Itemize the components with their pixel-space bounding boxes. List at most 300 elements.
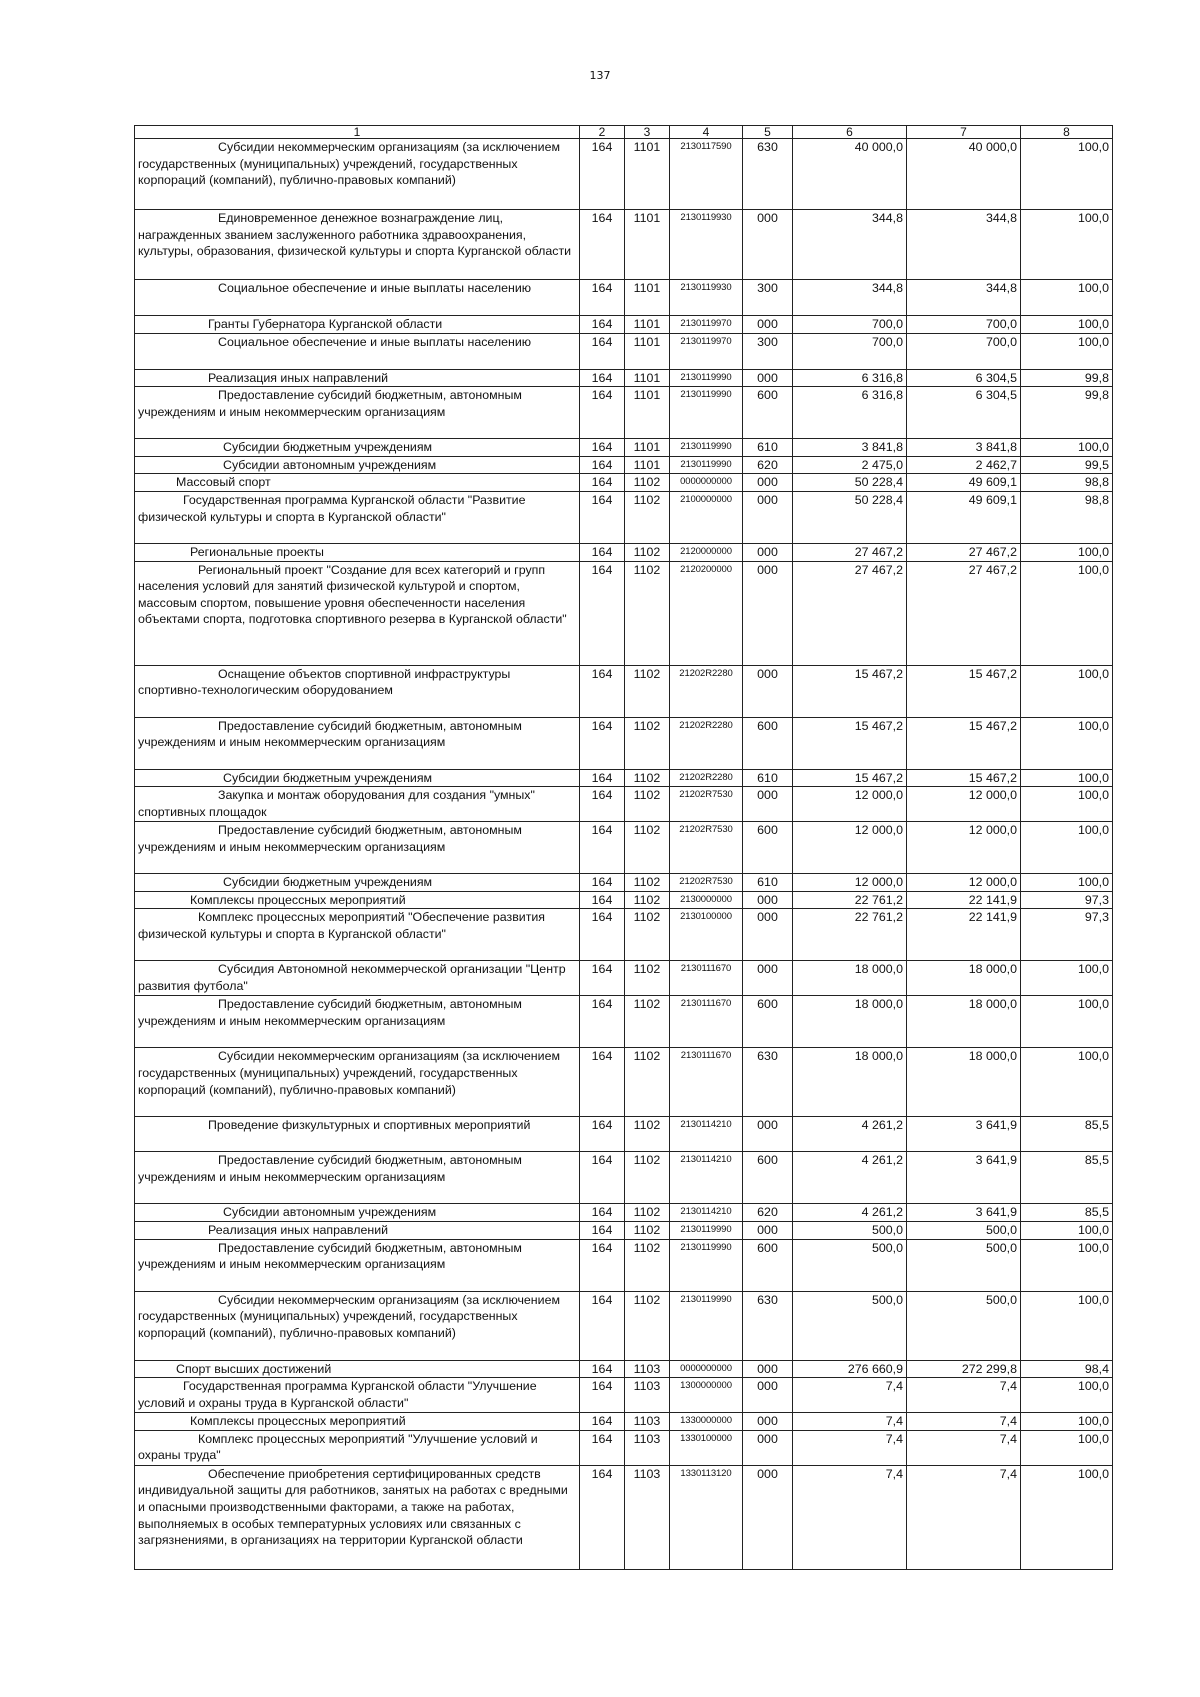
cell-target-article: 21202R2280 xyxy=(670,665,743,717)
cell-plan: 700,0 xyxy=(793,316,907,334)
cell-target-article: 21202R2280 xyxy=(670,769,743,787)
cell-target-article: 2130119990 xyxy=(670,1221,743,1239)
cell-expense-type: 000 xyxy=(743,909,793,961)
cell-target-article: 2130119990 xyxy=(670,456,743,474)
cell-name: Предоставление субсидий бюджетным, автономным учреждениям и иным некоммерческим организациям xyxy=(135,1239,580,1291)
cell-grbs: 164 xyxy=(580,369,625,387)
cell-target-article: 0000000000 xyxy=(670,1360,743,1378)
cell-name: Субсидии автономным учреждениям xyxy=(135,1204,580,1222)
cell-actual: 2 462,7 xyxy=(907,456,1021,474)
cell-percent: 100,0 xyxy=(1021,822,1113,874)
cell-section: 1102 xyxy=(625,474,670,492)
cell-name: Государственная программа Курганской области "Улучшение условий и охраны труда в Курганской области" xyxy=(135,1378,580,1413)
cell-name: Предоставление субсидий бюджетным, автономным учреждениям и иным некоммерческим организациям xyxy=(135,822,580,874)
table-row xyxy=(135,1048,1113,1117)
cell-grbs: 164 xyxy=(580,996,625,1048)
cell-plan: 4 261,2 xyxy=(793,1117,907,1152)
table-row xyxy=(135,316,1113,334)
cell-grbs: 164 xyxy=(580,561,625,665)
cell-percent: 99,5 xyxy=(1021,456,1113,474)
cell-percent: 100,0 xyxy=(1021,316,1113,334)
cell-target-article: 2130119970 xyxy=(670,333,743,369)
cell-name: Субсидии автономным учреждениям xyxy=(135,456,580,474)
cell-target-article: 2130100000 xyxy=(670,909,743,961)
cell-expense-type: 000 xyxy=(743,665,793,717)
cell-expense-type: 000 xyxy=(743,891,793,909)
cell-section: 1102 xyxy=(625,909,670,961)
table-row xyxy=(135,996,1113,1048)
cell-section: 1101 xyxy=(625,439,670,457)
cell-grbs: 164 xyxy=(580,717,625,769)
cell-actual: 6 304,5 xyxy=(907,369,1021,387)
cell-target-article: 2120000000 xyxy=(670,543,743,561)
cell-name: Комплекс процессных мероприятий "Обеспечение развития физической культуры и спорта в Курганской области" xyxy=(135,909,580,961)
cell-grbs: 164 xyxy=(580,1117,625,1152)
cell-actual: 49 609,1 xyxy=(907,491,1021,543)
cell-plan: 7,4 xyxy=(793,1413,907,1431)
cell-target-article: 1330113120 xyxy=(670,1465,743,1569)
cell-grbs: 164 xyxy=(580,491,625,543)
cell-percent: 97,3 xyxy=(1021,891,1113,909)
table-row xyxy=(135,909,1113,961)
cell-plan: 12 000,0 xyxy=(793,822,907,874)
cell-plan: 276 660,9 xyxy=(793,1360,907,1378)
cell-actual: 7,4 xyxy=(907,1413,1021,1431)
cell-target-article: 2130117590 xyxy=(670,139,743,210)
cell-name: Комплекс процессных мероприятий "Улучшение условий и охраны труда" xyxy=(135,1430,580,1465)
header-cell: 6 xyxy=(793,126,907,139)
cell-actual: 49 609,1 xyxy=(907,474,1021,492)
cell-expense-type: 000 xyxy=(743,1360,793,1378)
cell-section: 1103 xyxy=(625,1378,670,1413)
cell-percent: 100,0 xyxy=(1021,1378,1113,1413)
cell-expense-type: 610 xyxy=(743,769,793,787)
cell-expense-type: 610 xyxy=(743,874,793,892)
cell-expense-type: 600 xyxy=(743,1152,793,1204)
cell-percent: 100,0 xyxy=(1021,280,1113,316)
cell-expense-type: 600 xyxy=(743,717,793,769)
cell-percent: 100,0 xyxy=(1021,787,1113,822)
cell-name: Реализация иных направлений xyxy=(135,369,580,387)
table-row xyxy=(135,665,1113,717)
cell-expense-type: 000 xyxy=(743,1221,793,1239)
cell-name: Субсидия Автономной некоммерческой организации "Центр развития футбола" xyxy=(135,961,580,996)
cell-name: Оснащение объектов спортивной инфраструктуры спортивно-технологическим оборудованием xyxy=(135,665,580,717)
cell-percent: 100,0 xyxy=(1021,1221,1113,1239)
cell-percent: 100,0 xyxy=(1021,139,1113,210)
cell-actual: 12 000,0 xyxy=(907,787,1021,822)
cell-target-article: 2130114210 xyxy=(670,1117,743,1152)
cell-actual: 22 141,9 xyxy=(907,891,1021,909)
cell-expense-type: 300 xyxy=(743,280,793,316)
cell-name: Региональные проекты xyxy=(135,543,580,561)
cell-grbs: 164 xyxy=(580,1413,625,1431)
cell-plan: 7,4 xyxy=(793,1465,907,1569)
cell-percent: 100,0 xyxy=(1021,961,1113,996)
cell-target-article: 2130114210 xyxy=(670,1204,743,1222)
cell-actual: 12 000,0 xyxy=(907,822,1021,874)
cell-actual: 12 000,0 xyxy=(907,874,1021,892)
cell-grbs: 164 xyxy=(580,456,625,474)
cell-percent: 85,5 xyxy=(1021,1152,1113,1204)
cell-actual: 344,8 xyxy=(907,210,1021,280)
cell-grbs: 164 xyxy=(580,1291,625,1360)
cell-plan: 12 000,0 xyxy=(793,787,907,822)
cell-section: 1102 xyxy=(625,1152,670,1204)
cell-grbs: 164 xyxy=(580,1204,625,1222)
cell-expense-type: 000 xyxy=(743,369,793,387)
table-row xyxy=(135,1239,1113,1291)
cell-expense-type: 630 xyxy=(743,1048,793,1117)
cell-percent: 100,0 xyxy=(1021,1465,1113,1569)
cell-name: Спорт высших достижений xyxy=(135,1360,580,1378)
cell-actual: 7,4 xyxy=(907,1378,1021,1413)
cell-section: 1102 xyxy=(625,1117,670,1152)
cell-grbs: 164 xyxy=(580,961,625,996)
cell-target-article: 2100000000 xyxy=(670,491,743,543)
cell-percent: 85,5 xyxy=(1021,1117,1113,1152)
cell-plan: 27 467,2 xyxy=(793,561,907,665)
cell-expense-type: 600 xyxy=(743,822,793,874)
cell-grbs: 164 xyxy=(580,1221,625,1239)
cell-name: Массовый спорт xyxy=(135,474,580,492)
cell-percent: 100,0 xyxy=(1021,1291,1113,1360)
cell-target-article: 2130119930 xyxy=(670,210,743,280)
cell-plan: 500,0 xyxy=(793,1291,907,1360)
cell-plan: 4 261,2 xyxy=(793,1204,907,1222)
cell-target-article: 2130111670 xyxy=(670,961,743,996)
cell-section: 1102 xyxy=(625,561,670,665)
table-row xyxy=(135,139,1113,210)
cell-percent: 100,0 xyxy=(1021,1048,1113,1117)
cell-grbs: 164 xyxy=(580,316,625,334)
cell-name: Обеспечение приобретения сертифицированных средств индивидуальной защиты для работников, занятых на работах с вредными и опасными производственными факторами, а также на работах, выполняемых в особых температурных условиях или связанных с загрязнениями, в организациях на территории Курганской области xyxy=(135,1465,580,1569)
cell-plan: 50 228,4 xyxy=(793,474,907,492)
table-row xyxy=(135,769,1113,787)
cell-expense-type: 000 xyxy=(743,1378,793,1413)
cell-grbs: 164 xyxy=(580,139,625,210)
cell-grbs: 164 xyxy=(580,874,625,892)
cell-grbs: 164 xyxy=(580,1152,625,1204)
table-row xyxy=(135,1117,1113,1152)
cell-actual: 500,0 xyxy=(907,1239,1021,1291)
cell-expense-type: 000 xyxy=(743,1430,793,1465)
cell-target-article: 2130119970 xyxy=(670,316,743,334)
cell-section: 1102 xyxy=(625,961,670,996)
cell-actual: 15 467,2 xyxy=(907,717,1021,769)
cell-actual: 18 000,0 xyxy=(907,961,1021,996)
cell-expense-type: 000 xyxy=(743,961,793,996)
cell-target-article: 2130111670 xyxy=(670,1048,743,1117)
cell-target-article: 2130111670 xyxy=(670,996,743,1048)
cell-section: 1102 xyxy=(625,543,670,561)
table-row xyxy=(135,717,1113,769)
cell-expense-type: 000 xyxy=(743,210,793,280)
cell-name: Предоставление субсидий бюджетным, автономным учреждениям и иным некоммерческим организациям xyxy=(135,996,580,1048)
cell-section: 1102 xyxy=(625,1291,670,1360)
cell-grbs: 164 xyxy=(580,474,625,492)
cell-name: Субсидии некоммерческим организациям (за исключением государственных (муниципальных) учреждений, государственных корпораций (компаний), публично-правовых компаний) xyxy=(135,139,580,210)
cell-name: Предоставление субсидий бюджетным, автономным учреждениям и иным некоммерческим организациям xyxy=(135,1152,580,1204)
cell-name: Реализация иных направлений xyxy=(135,1221,580,1239)
cell-expense-type: 000 xyxy=(743,1465,793,1569)
table-row xyxy=(135,474,1113,492)
table-row xyxy=(135,369,1113,387)
table-row xyxy=(135,891,1113,909)
cell-target-article: 2130119990 xyxy=(670,1239,743,1291)
cell-grbs: 164 xyxy=(580,665,625,717)
cell-expense-type: 000 xyxy=(743,543,793,561)
table-row xyxy=(135,874,1113,892)
cell-plan: 344,8 xyxy=(793,210,907,280)
cell-grbs: 164 xyxy=(580,769,625,787)
cell-plan: 50 228,4 xyxy=(793,491,907,543)
cell-expense-type: 000 xyxy=(743,1117,793,1152)
cell-plan: 18 000,0 xyxy=(793,961,907,996)
cell-percent: 100,0 xyxy=(1021,439,1113,457)
cell-actual: 18 000,0 xyxy=(907,996,1021,1048)
cell-section: 1101 xyxy=(625,316,670,334)
cell-expense-type: 630 xyxy=(743,1291,793,1360)
cell-plan: 15 467,2 xyxy=(793,717,907,769)
cell-section: 1102 xyxy=(625,787,670,822)
table-row xyxy=(135,1221,1113,1239)
cell-actual: 500,0 xyxy=(907,1291,1021,1360)
cell-plan: 3 841,8 xyxy=(793,439,907,457)
table-row xyxy=(135,787,1113,822)
cell-expense-type: 000 xyxy=(743,491,793,543)
table-row xyxy=(135,439,1113,457)
cell-plan: 27 467,2 xyxy=(793,543,907,561)
cell-actual: 22 141,9 xyxy=(907,909,1021,961)
cell-expense-type: 620 xyxy=(743,456,793,474)
cell-target-article: 2130119990 xyxy=(670,369,743,387)
cell-section: 1102 xyxy=(625,769,670,787)
cell-percent: 100,0 xyxy=(1021,210,1113,280)
page-number: 137 xyxy=(589,69,611,82)
cell-name: Субсидии некоммерческим организациям (за исключением государственных (муниципальных) учреждений, государственных корпораций (компаний), публично-правовых компаний) xyxy=(135,1048,580,1117)
cell-plan: 7,4 xyxy=(793,1378,907,1413)
cell-name: Гранты Губернатора Курганской области xyxy=(135,316,580,334)
cell-actual: 272 299,8 xyxy=(907,1360,1021,1378)
cell-name: Социальное обеспечение и иные выплаты населению xyxy=(135,333,580,369)
cell-actual: 15 467,2 xyxy=(907,665,1021,717)
cell-percent: 98,8 xyxy=(1021,491,1113,543)
cell-percent: 85,5 xyxy=(1021,1204,1113,1222)
cell-grbs: 164 xyxy=(580,543,625,561)
cell-section: 1101 xyxy=(625,369,670,387)
cell-actual: 7,4 xyxy=(907,1430,1021,1465)
cell-expense-type: 600 xyxy=(743,996,793,1048)
cell-actual: 7,4 xyxy=(907,1465,1021,1569)
cell-expense-type: 000 xyxy=(743,474,793,492)
cell-target-article: 21202R2280 xyxy=(670,717,743,769)
cell-plan: 2 475,0 xyxy=(793,456,907,474)
cell-grbs: 164 xyxy=(580,210,625,280)
cell-target-article: 0000000000 xyxy=(670,474,743,492)
cell-grbs: 164 xyxy=(580,439,625,457)
cell-target-article: 1300000000 xyxy=(670,1378,743,1413)
header-cell: 3 xyxy=(625,126,670,139)
cell-section: 1102 xyxy=(625,1048,670,1117)
cell-section: 1102 xyxy=(625,717,670,769)
cell-section: 1102 xyxy=(625,1204,670,1222)
table-row xyxy=(135,1378,1113,1413)
cell-actual: 3 641,9 xyxy=(907,1117,1021,1152)
cell-plan: 12 000,0 xyxy=(793,874,907,892)
cell-target-article: 2130119990 xyxy=(670,387,743,439)
cell-plan: 18 000,0 xyxy=(793,1048,907,1117)
cell-percent: 100,0 xyxy=(1021,1239,1113,1291)
cell-plan: 700,0 xyxy=(793,333,907,369)
cell-target-article: 1330100000 xyxy=(670,1430,743,1465)
cell-actual: 344,8 xyxy=(907,280,1021,316)
cell-plan: 344,8 xyxy=(793,280,907,316)
cell-actual: 3 641,9 xyxy=(907,1152,1021,1204)
cell-plan: 500,0 xyxy=(793,1221,907,1239)
table-row xyxy=(135,1291,1113,1360)
cell-expense-type: 300 xyxy=(743,333,793,369)
cell-name: Субсидии бюджетным учреждениям xyxy=(135,874,580,892)
cell-actual: 3 841,8 xyxy=(907,439,1021,457)
cell-name: Предоставление субсидий бюджетным, автономным учреждениям и иным некоммерческим организациям xyxy=(135,387,580,439)
table-row xyxy=(135,280,1113,316)
cell-plan: 500,0 xyxy=(793,1239,907,1291)
table-row xyxy=(135,961,1113,996)
cell-grbs: 164 xyxy=(580,787,625,822)
cell-section: 1102 xyxy=(625,996,670,1048)
cell-percent: 98,8 xyxy=(1021,474,1113,492)
cell-actual: 15 467,2 xyxy=(907,769,1021,787)
header-cell: 8 xyxy=(1021,126,1113,139)
table-row xyxy=(135,1465,1113,1569)
cell-percent: 99,8 xyxy=(1021,387,1113,439)
cell-actual: 700,0 xyxy=(907,316,1021,334)
cell-section: 1101 xyxy=(625,210,670,280)
cell-name: Субсидии бюджетным учреждениям xyxy=(135,439,580,457)
cell-plan: 6 316,8 xyxy=(793,369,907,387)
table-row xyxy=(135,491,1113,543)
cell-grbs: 164 xyxy=(580,333,625,369)
cell-actual: 6 304,5 xyxy=(907,387,1021,439)
cell-actual: 27 467,2 xyxy=(907,543,1021,561)
cell-percent: 100,0 xyxy=(1021,561,1113,665)
cell-section: 1103 xyxy=(625,1465,670,1569)
cell-actual: 27 467,2 xyxy=(907,561,1021,665)
cell-grbs: 164 xyxy=(580,1430,625,1465)
cell-actual: 18 000,0 xyxy=(907,1048,1021,1117)
cell-name: Социальное обеспечение и иные выплаты населению xyxy=(135,280,580,316)
cell-name: Субсидии бюджетным учреждениям xyxy=(135,769,580,787)
table-row xyxy=(135,1430,1113,1465)
cell-grbs: 164 xyxy=(580,280,625,316)
cell-percent: 99,8 xyxy=(1021,369,1113,387)
cell-plan: 6 316,8 xyxy=(793,387,907,439)
cell-expense-type: 620 xyxy=(743,1204,793,1222)
cell-name: Проведение физкультурных и спортивных мероприятий xyxy=(135,1117,580,1152)
cell-percent: 100,0 xyxy=(1021,1430,1113,1465)
cell-plan: 15 467,2 xyxy=(793,665,907,717)
cell-actual: 500,0 xyxy=(907,1221,1021,1239)
cell-name: Предоставление субсидий бюджетным, автономным учреждениям и иным некоммерческим организациям xyxy=(135,717,580,769)
cell-target-article: 21202R7530 xyxy=(670,787,743,822)
cell-name: Комплексы процессных мероприятий xyxy=(135,891,580,909)
cell-section: 1102 xyxy=(625,1239,670,1291)
table-row xyxy=(135,822,1113,874)
cell-percent: 100,0 xyxy=(1021,543,1113,561)
cell-section: 1101 xyxy=(625,139,670,210)
cell-grbs: 164 xyxy=(580,822,625,874)
cell-expense-type: 630 xyxy=(743,139,793,210)
cell-section: 1102 xyxy=(625,491,670,543)
cell-grbs: 164 xyxy=(580,1048,625,1117)
cell-grbs: 164 xyxy=(580,1465,625,1569)
cell-percent: 100,0 xyxy=(1021,665,1113,717)
header-cell: 4 xyxy=(670,126,743,139)
cell-percent: 100,0 xyxy=(1021,717,1113,769)
cell-plan: 4 261,2 xyxy=(793,1152,907,1204)
cell-section: 1101 xyxy=(625,456,670,474)
table-row xyxy=(135,456,1113,474)
cell-target-article: 2130114210 xyxy=(670,1152,743,1204)
table-row xyxy=(135,333,1113,369)
cell-target-article: 2120200000 xyxy=(670,561,743,665)
cell-target-article: 2130119990 xyxy=(670,439,743,457)
cell-section: 1103 xyxy=(625,1413,670,1431)
cell-actual: 40 000,0 xyxy=(907,139,1021,210)
cell-name: Единовременное денежное вознаграждение лиц, награжденных званием заслуженного работника здравоохранения, культуры, образования, физической культуры и спорта Курганской области xyxy=(135,210,580,280)
cell-expense-type: 000 xyxy=(743,561,793,665)
cell-plan: 18 000,0 xyxy=(793,996,907,1048)
header-cell: 2 xyxy=(580,126,625,139)
cell-target-article: 2130119990 xyxy=(670,1291,743,1360)
cell-name: Государственная программа Курганской области "Развитие физической культуры и спорта в Курганской области" xyxy=(135,491,580,543)
cell-percent: 100,0 xyxy=(1021,996,1113,1048)
budget-table xyxy=(134,125,1113,1570)
cell-percent: 100,0 xyxy=(1021,1413,1113,1431)
cell-expense-type: 000 xyxy=(743,1413,793,1431)
cell-grbs: 164 xyxy=(580,387,625,439)
cell-percent: 100,0 xyxy=(1021,874,1113,892)
cell-section: 1101 xyxy=(625,333,670,369)
table-row xyxy=(135,543,1113,561)
table-row xyxy=(135,387,1113,439)
cell-section: 1101 xyxy=(625,280,670,316)
cell-plan: 22 761,2 xyxy=(793,909,907,961)
table-row xyxy=(135,561,1113,665)
table-row xyxy=(135,210,1113,280)
cell-target-article: 21202R7530 xyxy=(670,874,743,892)
cell-target-article: 21202R7530 xyxy=(670,822,743,874)
cell-plan: 7,4 xyxy=(793,1430,907,1465)
cell-target-article: 2130000000 xyxy=(670,891,743,909)
header-cell: 1 xyxy=(135,126,580,139)
cell-name: Субсидии некоммерческим организациям (за исключением государственных (муниципальных) учреждений, государственных корпораций (компаний), публично-правовых компаний) xyxy=(135,1291,580,1360)
cell-grbs: 164 xyxy=(580,1378,625,1413)
cell-section: 1103 xyxy=(625,1430,670,1465)
cell-expense-type: 000 xyxy=(743,316,793,334)
header-cell: 5 xyxy=(743,126,793,139)
cell-percent: 100,0 xyxy=(1021,769,1113,787)
header-cell: 7 xyxy=(907,126,1021,139)
cell-name: Комплексы процессных мероприятий xyxy=(135,1413,580,1431)
cell-expense-type: 600 xyxy=(743,1239,793,1291)
cell-section: 1102 xyxy=(625,665,670,717)
table-row xyxy=(135,1413,1113,1431)
cell-section: 1103 xyxy=(625,1360,670,1378)
cell-section: 1101 xyxy=(625,387,670,439)
cell-expense-type: 610 xyxy=(743,439,793,457)
